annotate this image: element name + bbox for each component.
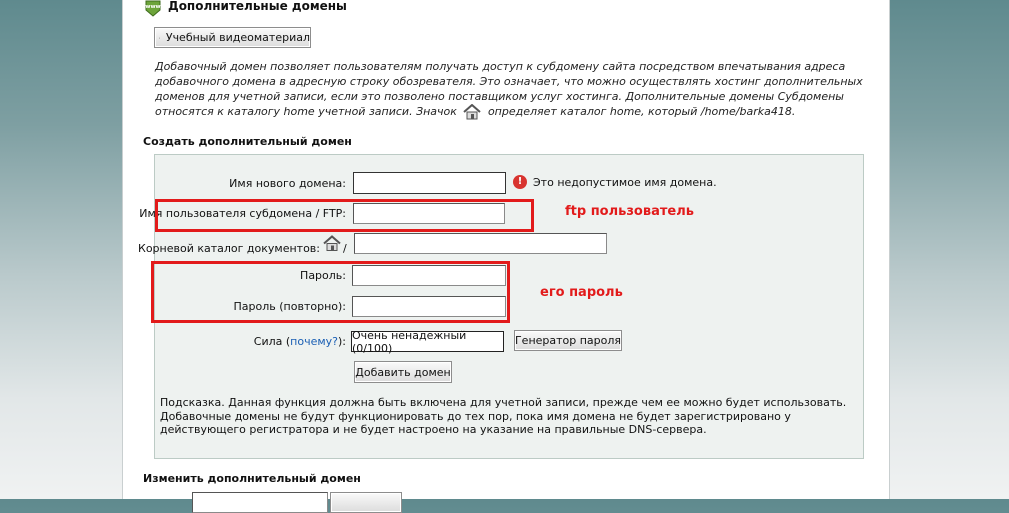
video-tutorial-button[interactable] xyxy=(154,27,311,48)
add-domain-button[interactable]: Добавить домен xyxy=(354,361,452,383)
ftp-user-label: Имя пользователя субдомена / FTP: xyxy=(139,207,346,220)
description-text xyxy=(155,59,870,120)
password-highlight-box xyxy=(151,261,510,323)
svg-text:www: www xyxy=(145,4,160,10)
camera-icon xyxy=(159,31,160,45)
ftp-annotation: ftp пользователь xyxy=(565,204,694,219)
password-annotation: его пароль xyxy=(540,285,623,300)
new-domain-input[interactable] xyxy=(353,172,506,194)
edit-search-input[interactable] xyxy=(192,492,328,513)
password-repeat-label: Пароль (повторно): xyxy=(234,300,346,313)
home-icon xyxy=(322,235,342,252)
www-icon xyxy=(144,0,162,17)
edit-section-heading: Изменить дополнительный домен xyxy=(143,472,361,485)
docroot-slash: / xyxy=(343,242,347,255)
hint-text: Подсказка. Данная функция должна быть включена для учетной записи, прежде чем ее можно будет использовать. Добавочные домены не будут функционировать до тех пор, пока имя домена не будет зарегистрировано у действующего регистратора и не будет настроено на указание на правильные DNS-сервера. xyxy=(160,396,860,437)
error-icon: ! xyxy=(513,175,527,189)
docroot-input[interactable] xyxy=(354,233,607,254)
video-tutorial-label: Учебный видеоматериал xyxy=(166,31,310,44)
create-section-heading: Создать дополнительный домен xyxy=(143,135,352,148)
password-strength-meter: Очень ненадежный (0/100) xyxy=(351,331,504,352)
home-icon xyxy=(462,104,482,120)
strength-label: Сила (почему?): xyxy=(254,335,346,348)
edit-go-button[interactable] xyxy=(330,492,402,513)
description-part2: определяет каталог home, который /home/barka418. xyxy=(488,105,795,118)
new-domain-label: Имя нового домена: xyxy=(229,177,346,190)
description-part1: Добавочный домен позволяет пользователям получать доступ к субдомену сайта посредством впечатывания адреса добавочного домена в адресную строку обозревателя. Это означает, что можно осуществлять хостинг дополнительных доменов для учетной записи, если это позволено поставщиком услуг хостинга. Дополнительные домены Субдомены относятся к каталогу home учетной записи. Значок xyxy=(155,60,863,118)
page-title: Дополнительные домены xyxy=(168,0,347,13)
password-label: Пароль: xyxy=(300,269,346,282)
password-generator-button[interactable]: Генератор пароля xyxy=(514,330,622,351)
why-link[interactable]: почему? xyxy=(290,335,338,348)
ftp-highlight-box xyxy=(155,199,534,232)
domain-error-text: Это недопустимое имя домена. xyxy=(533,176,717,189)
docroot-label: Корневой каталог документов: xyxy=(138,242,320,255)
